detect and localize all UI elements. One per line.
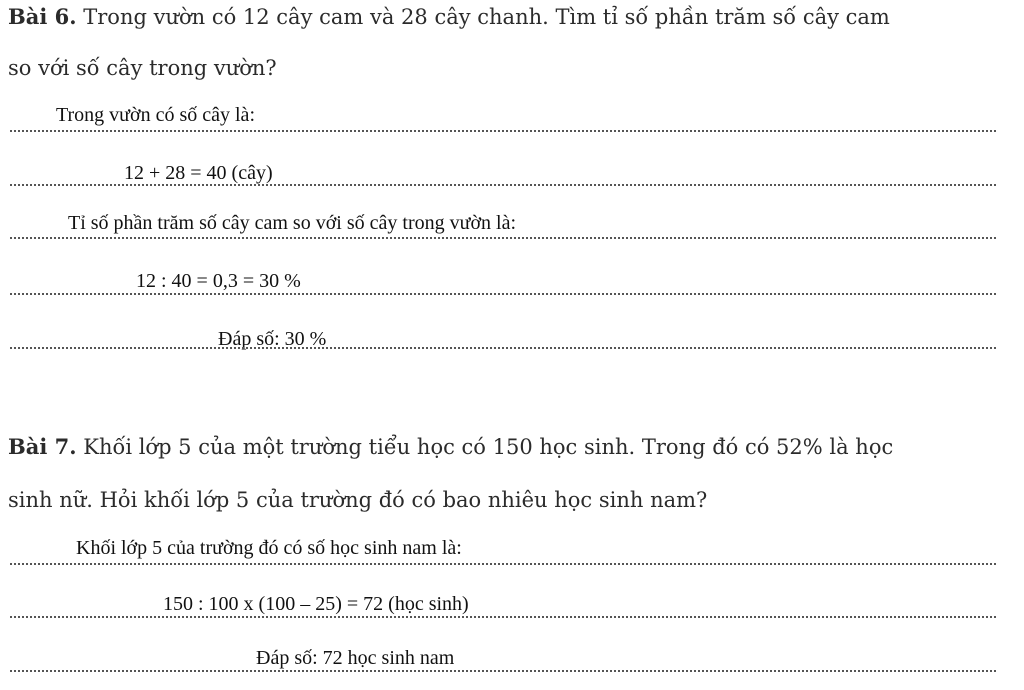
dotted-line	[10, 670, 996, 672]
answer-6-line-3: Tỉ số phần trăm số cây cam so với số cây trong vườn là:	[68, 212, 517, 234]
answer-6-line-1: Trong vườn có số cây là:	[56, 104, 255, 126]
problem-6-text-1: Trong vườn có 12 cây cam và 28 cây chanh. Tìm tỉ số phần trăm số cây cam	[76, 5, 890, 29]
answer-7-final: Đáp số: 72 học sinh nam	[256, 647, 455, 669]
problem-6-line-2: so với số cây trong vườn?	[8, 56, 277, 80]
problem-7-line-1	[8, 434, 893, 459]
answer-7-line-1: Khối lớp 5 của trường đó có số học sinh nam là:	[76, 537, 462, 559]
problem-6-label: Bài 6.	[8, 4, 77, 29]
dotted-line	[10, 184, 996, 186]
problem-7-label: Bài 7.	[8, 434, 77, 459]
answer-6-final: Đáp số: 30 %	[218, 328, 327, 350]
answer-6-line-4: 12 : 40 = 0,3 = 30 %	[136, 270, 301, 292]
dotted-line	[10, 293, 996, 295]
dotted-line	[10, 347, 996, 349]
problem-7-line-2: sinh nữ. Hỏi khối lớp 5 của trường đó có bao nhiêu học sinh nam?	[8, 488, 708, 512]
answer-6-line-2: 12 + 28 = 40 (cây)	[124, 162, 273, 184]
problem-6-line-1	[8, 4, 890, 29]
problem-7-text-1: Khối lớp 5 của một trường tiểu học có 150 học sinh. Trong đó có 52% là học	[76, 435, 894, 459]
dotted-line	[10, 237, 996, 239]
answer-7-line-2: 150 : 100 x (100 – 25) = 72 (học sinh)	[163, 593, 469, 615]
dotted-line	[10, 563, 996, 565]
dotted-line	[10, 130, 996, 132]
dotted-line	[10, 616, 996, 618]
